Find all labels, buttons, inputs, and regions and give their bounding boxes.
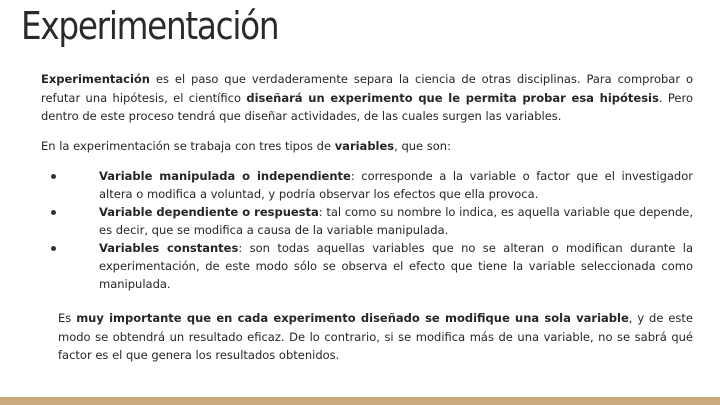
- list-item-constant: [41, 239, 693, 293]
- intro-bold-phrase: diseñará un experimento que le permita probar esa hipótesis: [246, 90, 659, 105]
- conclusion-paragraph: [58, 309, 693, 365]
- bullet-icon: [51, 210, 56, 215]
- types-bold-term: variables: [334, 139, 395, 153]
- bullet-description: : son todas aquellas variables que no se alteran o modifican durante la experimentación, de este modo sólo se observa el efecto que tiene la variable seleccionada como manipulada.: [99, 241, 693, 291]
- intro-paragraph: [41, 70, 693, 126]
- bullet-description: : tal como su nombre lo indica, es aquella variable que depende, es decir, que se modifica a causa de la variable manipulada.: [99, 205, 694, 237]
- bullet-description: : corresponde a la variable o factor que el investigador altera o modifica a voluntad, y podría observar los efectos que ella provoca.: [99, 169, 693, 201]
- final-bold-phrase: muy importante que en cada experimento diseñado se modifique una sola variable: [76, 311, 629, 325]
- bullet-icon: [51, 246, 56, 251]
- bullet-term: Variable manipulada o independiente: [99, 169, 351, 183]
- bullet-term: Variables constantes: [99, 241, 239, 255]
- variable-types-list: [41, 167, 693, 293]
- types-text-a: En la experimentación se trabaja con tres tipos de: [41, 139, 335, 153]
- intro-text-a: es el paso que verdaderamente separa la ciencia de otras disciplinas. Para comprobar o refutar una hipótesis, el científico: [41, 72, 693, 105]
- list-item-independent: [41, 167, 693, 203]
- intro-text-b: . Pero dentro de este proceso tendrá que diseñar actividades, de las cuales surgen las variables.: [41, 90, 693, 123]
- bottom-accent-bar: [0, 397, 720, 405]
- variable-types-paragraph: [41, 137, 693, 156]
- types-text-b: , que son:: [394, 139, 451, 153]
- list-item-dependent: [41, 203, 693, 239]
- final-text-a: Es: [58, 311, 77, 325]
- slide-title: Experimentación: [21, 4, 279, 48]
- bullet-icon: [51, 174, 56, 179]
- intro-bold-term: Experimentación: [41, 72, 150, 86]
- final-text-b: , y de este modo se obtendrá un resultado eficaz. De lo contrario, si se modifica más de una variable, no se sabrá qué factor es el que genera los resultados obtenidos.: [58, 311, 693, 362]
- bullet-term: Variable dependiente o respuesta: [99, 205, 319, 219]
